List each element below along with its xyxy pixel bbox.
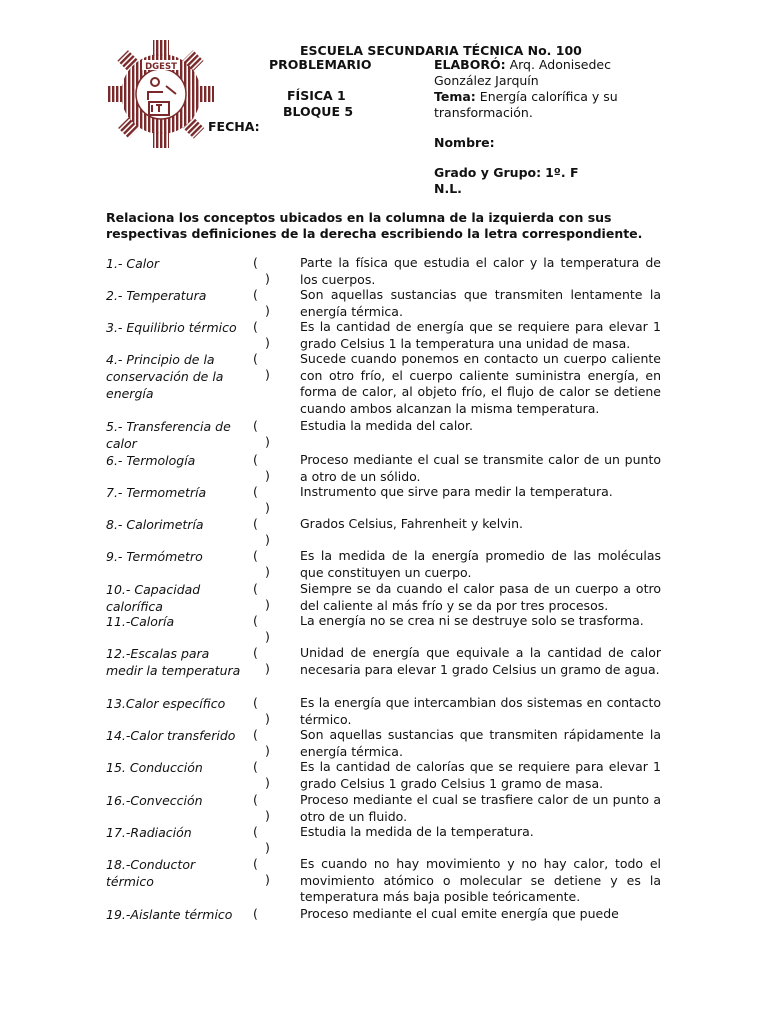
concept-label: 12.-Escalas para medir la temperatura	[106, 646, 241, 678]
answer-paren-open: (	[253, 351, 258, 366]
school-name: ESCUELA SECUNDARIA TÉCNICA No. 100	[300, 43, 582, 58]
definition-text: Son aquellas sustancias que transmiten rápidamente la energía térmica.	[300, 727, 661, 759]
group-value: 1º. F	[545, 165, 579, 180]
author-value: Arq. Adonisedec González Jarquín	[434, 57, 611, 88]
definition-text: Es la cantidad de energía que se requiere para elevar 1 grado Celsius 1 la temperatura una unidad de masa.	[300, 319, 661, 351]
definition-text: Proceso mediante el cual emite energía que puede	[300, 906, 619, 921]
definition-text: Es cuando no hay movimiento y no hay calor, todo el movimiento atómico o molecular se detiene y es la temperatura más baja posible teóricamente.	[300, 856, 661, 904]
concept-label: 8.- Calorimetría	[106, 517, 204, 532]
date-label: FECHA:	[208, 119, 260, 134]
answer-paren-close: )	[265, 468, 270, 483]
definition-text: Instrumento que sirve para medir la temperatura.	[300, 484, 613, 499]
answer-paren-open: (	[253, 906, 258, 921]
answer-paren-open: (	[253, 824, 258, 839]
answer-paren-open: (	[253, 645, 258, 660]
answer-paren-close: )	[265, 532, 270, 547]
answer-paren-close: )	[265, 434, 270, 449]
concept-label: 13.Calor específico	[106, 696, 226, 711]
definition-text: Grados Celsius, Fahrenheit y kelvin.	[300, 516, 523, 531]
definition-text: La energía no se crea ni se destruye solo se trasforma.	[300, 613, 644, 628]
author-line	[434, 57, 634, 89]
header-info	[434, 57, 634, 197]
concept-label: 9.- Termómetro	[106, 549, 203, 564]
definition-text: Es la cantidad de calorías que se requiere para elevar 1 grado Celsius 1 grado Celsius 1 gramo de masa.	[300, 759, 661, 791]
answer-paren-open: (	[253, 484, 258, 499]
author-label: ELABORÓ:	[434, 57, 506, 72]
logo-text: DGEST	[145, 62, 177, 72]
definition-text: Sucede cuando ponemos en contacto un cuerpo caliente con otro frío, el cuerpo caliente suministra energía, en forma de calor, al objeto frío, el flujo de calor se detiene cuando ambos alcanzan la misma temperatura.	[300, 351, 661, 416]
answer-paren-open: (	[253, 759, 258, 774]
answer-paren-close: )	[265, 564, 270, 579]
concept-label: 7.- Termometría	[106, 485, 207, 500]
concept-label: 5.- Transferencia de calor	[106, 419, 231, 451]
definition-text: Unidad de energía que equivale a la cantidad de calor necesaria para elevar 1 grado Celsius un gramo de agua.	[300, 645, 661, 677]
answer-paren-open: (	[253, 792, 258, 807]
concept-label: 11.-Caloría	[106, 614, 175, 629]
answer-paren-close: )	[265, 303, 270, 318]
concept-label: 17.-Radiación	[106, 825, 192, 840]
topic-value: Energía calorífica y su transformación.	[434, 89, 618, 120]
block: BLOQUE 5	[283, 104, 354, 119]
answer-paren-close: )	[265, 743, 270, 758]
subject: FÍSICA 1	[287, 88, 346, 103]
concept-label: 14.-Calor transferido	[106, 728, 236, 743]
answer-paren-close: )	[265, 808, 270, 823]
answer-paren-open: (	[253, 548, 258, 563]
definition-text: Siempre se da cuando el calor pasa de un cuerpo a otro del caliente al más frío y se da por tres procesos.	[300, 581, 661, 613]
answer-paren-open: (	[253, 255, 258, 270]
concept-label: 1.- Calor	[106, 256, 160, 271]
school-logo	[108, 40, 214, 148]
answer-paren-close: )	[265, 335, 270, 350]
concept-label: 15. Conducción	[106, 760, 203, 775]
answer-paren-open: (	[253, 727, 258, 742]
answer-paren-close: )	[265, 872, 270, 887]
definition-text: Es la energía que intercambian dos sistemas en contacto térmico.	[300, 695, 661, 727]
answer-paren-close: )	[265, 840, 270, 855]
answer-paren-close: )	[265, 500, 270, 515]
concept-label: 10.- Capacidad calorífica	[106, 582, 201, 614]
answer-paren-close: )	[265, 629, 270, 644]
answer-paren-close: )	[265, 271, 270, 286]
answer-paren-open: (	[253, 695, 258, 710]
group-label: Grado y Grupo:	[434, 165, 542, 180]
definition-text: Proceso mediante el cual se transmite calor de un punto a otro de un sólido.	[300, 452, 661, 484]
answer-paren-open: (	[253, 856, 258, 871]
document-type: PROBLEMARIO	[269, 57, 372, 72]
concept-label: 6.- Termología	[106, 453, 196, 468]
answer-paren-close: )	[265, 775, 270, 790]
answer-paren-close: )	[265, 711, 270, 726]
topic-label: Tema:	[434, 89, 476, 104]
answer-paren-open: (	[253, 319, 258, 334]
answer-paren-open: (	[253, 418, 258, 433]
concept-label: 2.- Temperatura	[106, 288, 207, 303]
definition-text: Parte la física que estudia el calor y la temperatura de los cuerpos.	[300, 255, 661, 287]
answer-paren-close: )	[265, 661, 270, 676]
concept-label: 4.- Principio de la conservación de la energía	[106, 352, 224, 401]
answer-paren-open: (	[253, 613, 258, 628]
definition-text: Estudia la medida de la temperatura.	[300, 824, 534, 839]
name-label: Nombre:	[434, 135, 495, 150]
concept-label: 3.- Equilibrio térmico	[106, 320, 237, 335]
group-line	[434, 165, 634, 181]
definition-text: Estudia la medida del calor.	[300, 418, 473, 433]
answer-paren-close: )	[265, 597, 270, 612]
definition-text: Proceso mediante el cual se trasfiere calor de un punto a otro de un fluido.	[300, 792, 661, 824]
concept-label: 19.-Aislante térmico	[106, 907, 233, 922]
answer-paren-open: (	[253, 287, 258, 302]
answer-paren-open: (	[253, 516, 258, 531]
definition-text: Son aquellas sustancias que transmiten lentamente la energía térmica.	[300, 287, 661, 319]
concept-label: 18.-Conductor térmico	[106, 857, 196, 889]
answer-paren-open: (	[253, 581, 258, 596]
answer-paren-open: (	[253, 452, 258, 467]
concept-label: 16.-Convección	[106, 793, 203, 808]
instructions: Relaciona los conceptos ubicados en la columna de la izquierda con sus respectivas definiciones de la derecha escribiendo la letra correspondiente.	[106, 210, 643, 241]
topic-line	[434, 89, 634, 121]
answer-paren-close: )	[265, 367, 270, 382]
definition-text: Es la medida de la energía promedio de las moléculas que constituyen un cuerpo.	[300, 548, 661, 580]
nl-label: N.L.	[434, 181, 462, 196]
